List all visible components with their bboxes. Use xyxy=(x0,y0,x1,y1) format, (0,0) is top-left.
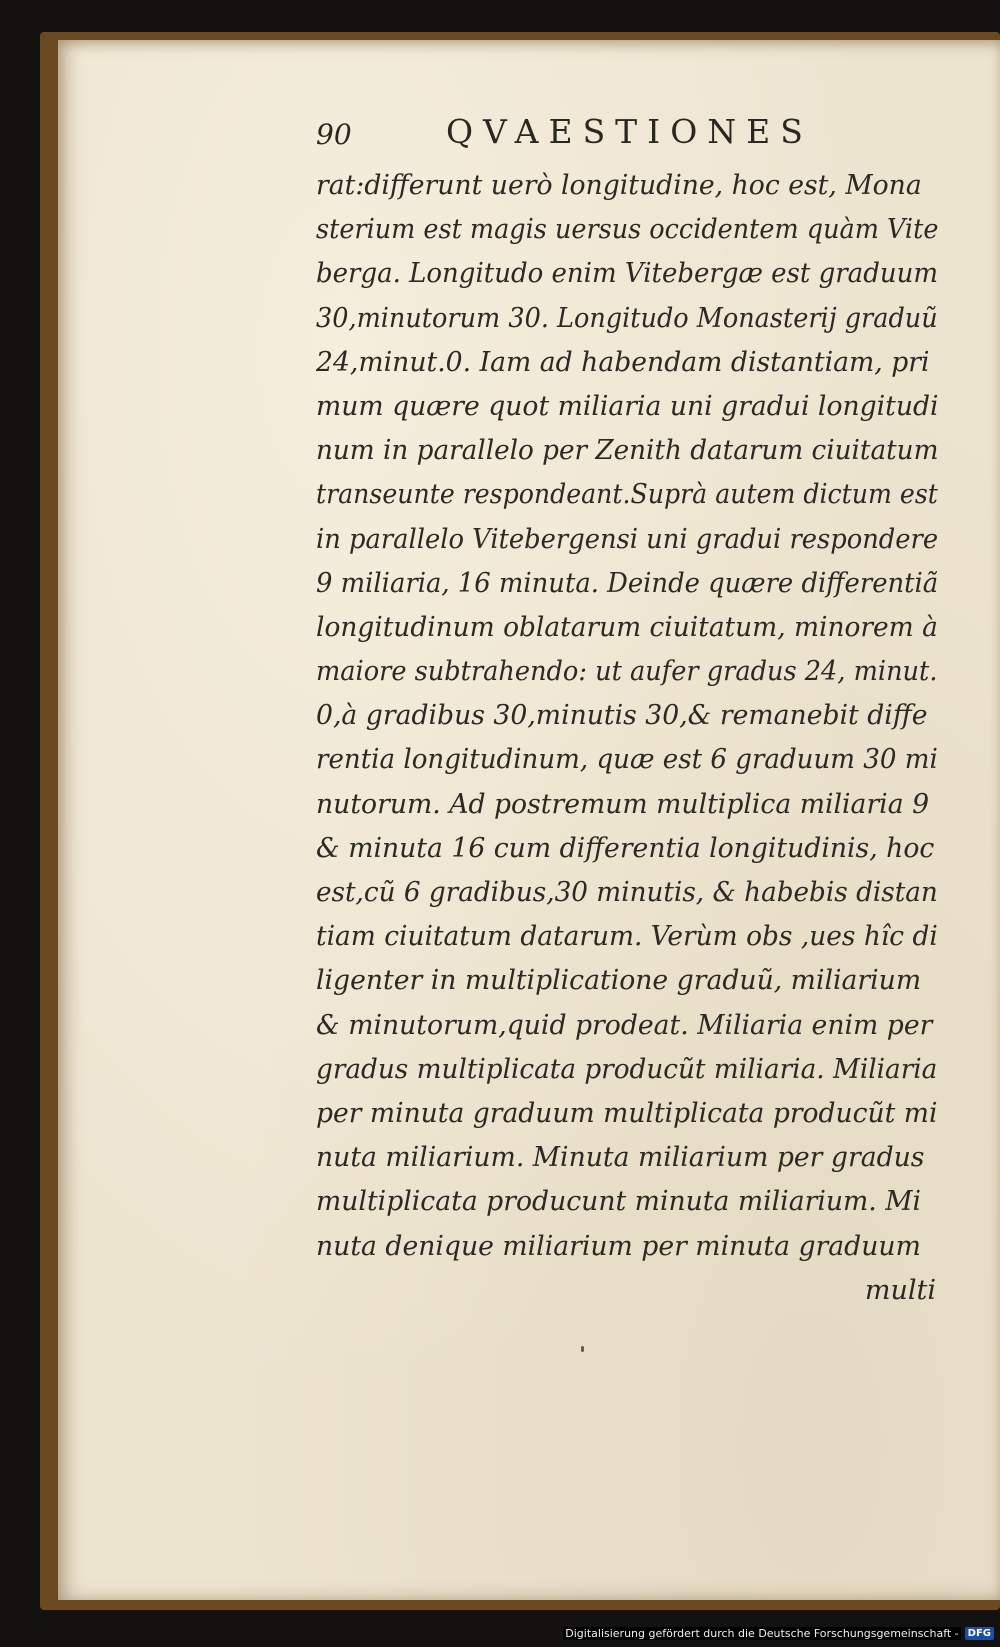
body-text xyxy=(316,164,946,1313)
text-line: longitudinum oblatarum ciuitatum, minorem à xyxy=(316,611,938,643)
text-line: nutorum. Ad postremum multiplica miliaria 9 xyxy=(316,788,930,820)
text-line: tiam ciuitatum datarum. Verùm obs ,ues hîc di xyxy=(316,921,938,953)
text-line: & minutorum,quid prodeat. Miliaria enim per xyxy=(316,1009,933,1041)
page-header xyxy=(316,112,876,158)
text-line: & minuta 16 cum differentia longitudinis, hoc xyxy=(316,832,935,864)
text-line: sterium est magis uersus occidentem quàm Vite xyxy=(316,214,939,246)
catchword: multi xyxy=(864,1274,936,1306)
text-line: est,cũ 6 gradibus,30 minutis, & habebis distan xyxy=(316,877,938,908)
text-line: rat:differunt uerò longitudine, hoc est, Mona xyxy=(316,170,922,201)
text-line: mum quære quot miliaria uni gradui longitudi xyxy=(316,390,939,422)
text-line: 30,minutorum 30. Longitudo Monasterij graduũ xyxy=(316,302,938,334)
text-line: rentia longitudinum, quæ est 6 graduum 30 mi xyxy=(316,744,938,776)
dfg-logo: DFG xyxy=(965,1627,994,1640)
text-line: berga. Longitudo enim Vitebergæ est graduum xyxy=(316,258,938,290)
text-line: per minuta graduum multiplicata producũt mi xyxy=(316,1097,938,1129)
text-line: nuta denique miliarium per minuta graduum xyxy=(316,1230,921,1262)
funding-credit: Digitalisierung gefördert durch die Deutsche Forschungsgemeinschaft - xyxy=(565,1626,959,1640)
text-line: num in parallelo per Zenith datarum ciuitatum xyxy=(316,435,939,467)
page-number: 90 xyxy=(316,118,352,151)
text-line: gradus multiplicata producũt miliaria. Miliaria xyxy=(316,1053,938,1085)
text-line: nuta miliarium. Minuta miliarium per gradus xyxy=(316,1142,925,1174)
digitization-footer xyxy=(563,1622,994,1644)
text-line: multiplicata producunt minuta miliarium. Mi xyxy=(316,1186,922,1218)
text-line: 9 miliaria, 16 minuta. Deinde quære differentiã xyxy=(316,567,939,599)
ink-speck xyxy=(581,1346,584,1352)
text-line: 0,à gradibus 30,minutis 30,& remanebit diffe xyxy=(316,700,928,732)
text-line: transeunte respondeant.Suprà autem dictum est xyxy=(316,479,938,511)
text-line: ligenter in multiplicatione graduũ, miliarium xyxy=(316,965,922,997)
text-line: in parallelo Vitebergensi uni gradui respondere xyxy=(316,523,939,555)
text-line: maiore subtrahendo: ut aufer gradus 24, minut. xyxy=(316,656,938,688)
text-line: 24,minut.0. Iam ad habendam distantiam, pri xyxy=(316,346,930,378)
running-head: QVAESTIONES xyxy=(446,112,813,151)
